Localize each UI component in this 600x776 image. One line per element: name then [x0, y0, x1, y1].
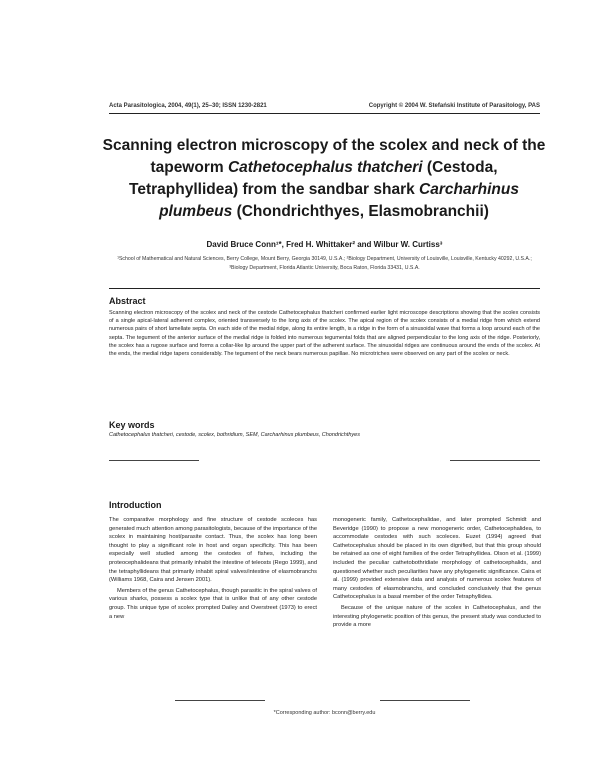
title-part-3: (Chondrichthyes, Elasmobranchii)	[232, 203, 489, 220]
title-part-1: Scanning electron microscopy of the scolex and neck of the tapeworm	[102, 137, 546, 176]
paragraph: monogeneric family, Cathetocephalidae, and later prompted Schmidt and Beveridge (1990) to propose a new monogeneric order, Cathetocephalidea, to accommodate cestodes with such scoleces. Euzet (1994) agreed that Cathetocephalus should be placed in its own dignified, but that this group should be retained as one of eight families of the order Tetraphyllidea. Olson et al. (1999) included the peculiar cathetobothridiate morphology of cathetocephalids, and questioned whether such peculiarities have any phylogenetic significance. Caira et al. (1999) provided extensive data and analysis of numerous scolex features of many cestodes of elasmobranchs, and concluded conclusively that the genus Cathetocephalus is a basal member of the order Tetraphyllidea.	[333, 517, 541, 601]
introduction-right-column	[333, 516, 541, 632]
corresponding-author-footnote: *Corresponding author: bconn@berry.edu	[273, 710, 376, 716]
keywords-text: Cathetocephalus thatcheri, cestode, scolex, bothridium, SEM, Carcharhinus plumbeus, Chondrichthyes	[109, 432, 360, 438]
author-affiliations: ¹School of Mathematical and Natural Sciences, Berry College, Mount Berry, Georgia 30149, U.S.A.; ²Biology Department, University of Louisville, Louisville, Kentucky 40292, U.S.A.; ³Biology Department, Florida Atlantic University, Boca Raton, Florida 33431, U.S.A.	[117, 256, 532, 271]
footnote-rule-left	[175, 700, 265, 701]
abstract-heading: Abstract	[109, 296, 146, 306]
title-species-2: Carcharhinus plumbeus	[159, 181, 519, 220]
paragraph: The comparative morphology and fine structure of cestode scoleces has generated much attention among parasitologists, because of the importance of the scolex in maintaining host/parasite contact. Thus, the scolex has long been thought to play a significant role in host and organ specificity. This has been especially well studied among the cestodes of fishes, including the proteocephalideans that primarily inhabit the intestine of teleosts (Rego 1999), and the tetraphyllideans that primarily inhabit spiral valves/intestine of elasmobranchs (Williams 1968, Caira and Jensen 2001).	[109, 517, 317, 584]
separator-line-left	[109, 460, 199, 461]
introduction-heading: Introduction	[109, 500, 162, 510]
paragraph: Members of the genus Cathetocephalus, though parasitic in the spiral valves of various sharks, possess a scolex type that is unlike that of any other cestode group. This unique type of scolex prompted Dailey and Overstreet (1973) to erect a new	[109, 587, 317, 620]
abstract-rule	[109, 288, 540, 289]
footnote-rule-right	[380, 700, 470, 701]
paper-title	[100, 135, 548, 223]
header-rule	[109, 113, 540, 114]
title-part-2: (Cestoda, Tetraphyllidea) from the sandbar shark	[129, 159, 498, 198]
author-list: David Bruce Conn¹*, Fred H. Whittaker² and Wilbur W. Curtiss³	[206, 240, 443, 249]
separator-line-right	[450, 460, 540, 461]
keywords-heading: Key words	[109, 420, 155, 430]
abstract-text: Scanning electron microscopy of the scolex and neck of the cestode Cathetocephalus thatcheri confirmed earlier light microscope descriptions showing that the scolex consists of a single apical-lateral adherent complex, oriented transversely to the long axis of the scolex. The apical region of the scolex consists of a medial ridge from which extend numerous pairs of short lamellate septa. On each side of the medial ridge, along its entire length, is a ridge in the form of a sinusoidal wave that forms a loop around each of the septa. The tegument of the anterior surface of the medial ridge is folded into numerous tegumental folds that are aligned perpendicular to the long axis of the ridge. Posteriorly, the scolex has a rugose surface and forms a collar-like lip around the upper part of the adherent surface. The sinusoidal ridges are continuous around the ends of the scolex. At the ends, the medial ridge tapers considerably. The tegument of the neck bears numerous papillae. No microtriches were observed on any part of the scolex or neck.	[109, 310, 540, 358]
title-species-1: Cathetocephalus thatcheri	[227, 159, 423, 176]
paragraph: Because of the unique nature of the scolex in Cathetocephalus, and the interesting phylogenetic position of this genus, the present study was conducted to provide a more	[333, 604, 541, 629]
running-header-citation: Acta Parasitologica, 2004, 49(1), 25–30; ISSN 1230-2821	[109, 103, 267, 109]
running-header-copyright: Copyright © 2004 W. Stefański Institute of Parasitology, PAS	[368, 103, 540, 109]
introduction-left-column	[109, 516, 317, 623]
